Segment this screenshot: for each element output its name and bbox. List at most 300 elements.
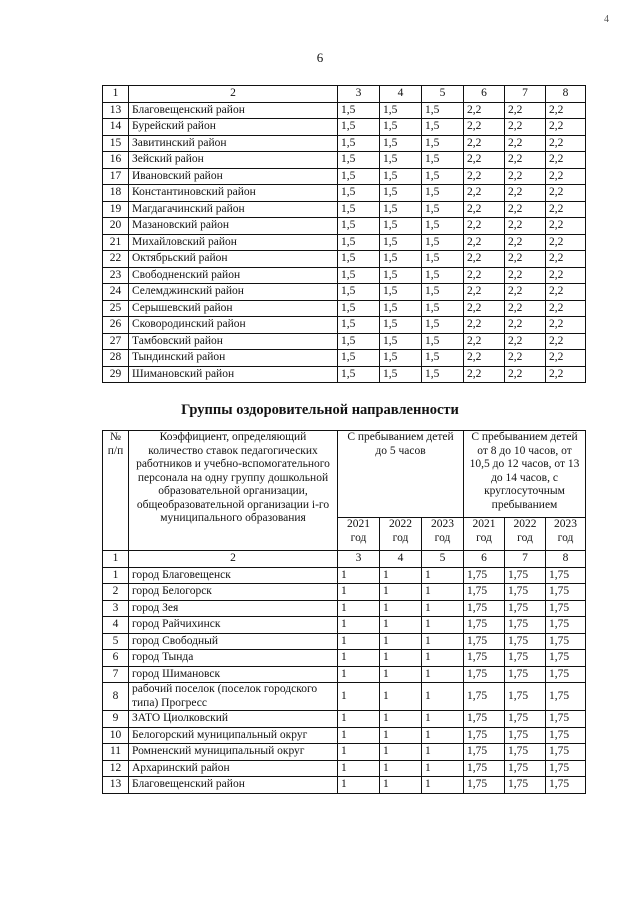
coefficient-cell: 2,2 — [464, 317, 505, 334]
coefficient-cell: 1,75 — [464, 666, 505, 683]
row-number-cell: 28 — [103, 350, 129, 367]
coefficient-cell: 2,2 — [464, 251, 505, 268]
municipality-name-cell: рабочий поселок (поселок городского типа) Прогресс — [129, 683, 338, 711]
coefficient-cell: 1,75 — [464, 760, 505, 777]
coefficient-cell: 1,5 — [422, 234, 464, 251]
coefficient-cell: 1,75 — [546, 711, 586, 728]
coefficient-cell: 1,5 — [380, 185, 422, 202]
table-header-cell: 6 — [464, 86, 505, 103]
coefficient-cell: 1,5 — [380, 267, 422, 284]
coefficient-cell: 2,2 — [505, 251, 546, 268]
coefficient-cell: 2,2 — [464, 284, 505, 301]
coefficient-cell: 1,5 — [338, 201, 380, 218]
municipality-name-cell: город Шимановск — [129, 666, 338, 683]
row-number-cell: 7 — [103, 666, 129, 683]
coefficient-cell: 1,75 — [505, 666, 546, 683]
row-number-cell: 6 — [103, 650, 129, 667]
coefficient-cell: 1 — [422, 666, 464, 683]
coefficient-cell: 2,2 — [546, 218, 586, 235]
row-number-cell: 10 — [103, 727, 129, 744]
coefficient-cell: 1 — [338, 777, 380, 794]
coefficient-cell: 1,5 — [380, 333, 422, 350]
coefficient-cell: 1,5 — [338, 102, 380, 119]
row-number-cell: 27 — [103, 333, 129, 350]
coefficient-cell: 1,75 — [505, 600, 546, 617]
coefficient-cell: 2,2 — [505, 102, 546, 119]
coefficient-cell: 2,2 — [464, 185, 505, 202]
table-row — [103, 333, 586, 350]
coefficient-cell: 2,2 — [464, 366, 505, 383]
coefficient-cell: 2,2 — [546, 135, 586, 152]
row-number-cell: 21 — [103, 234, 129, 251]
coefficient-cell: 2,2 — [505, 234, 546, 251]
coefficient-cell: 1,5 — [422, 218, 464, 235]
coefficient-cell: 2,2 — [505, 119, 546, 136]
table-row — [103, 760, 586, 777]
coefficient-cell: 1,75 — [546, 633, 586, 650]
row-number-cell: 29 — [103, 366, 129, 383]
table-row — [103, 633, 586, 650]
coefficient-cell: 2,2 — [546, 350, 586, 367]
coefficient-cell: 1,5 — [338, 300, 380, 317]
coefficient-cell: 1,75 — [546, 584, 586, 601]
coefficient-cell: 1,75 — [464, 633, 505, 650]
coefficient-cell: 1,75 — [464, 777, 505, 794]
table-row — [103, 666, 586, 683]
table-row — [103, 711, 586, 728]
coefficient-cell: 2,2 — [464, 102, 505, 119]
table-row — [103, 185, 586, 202]
municipality-name-cell: ЗАТО Циолковский — [129, 711, 338, 728]
coefficient-cell: 2,2 — [546, 366, 586, 383]
municipality-name-cell: Благовещенский район — [129, 102, 338, 119]
coefficient-cell: 1,5 — [380, 366, 422, 383]
coefficient-cell: 1 — [380, 633, 422, 650]
row-number-cell: 1 — [103, 567, 129, 584]
coefficient-cell: 1,75 — [464, 711, 505, 728]
table-row — [103, 152, 586, 169]
coefficient-cell: 1 — [422, 584, 464, 601]
coefficient-cell: 1,75 — [464, 567, 505, 584]
municipality-name-cell: Завитинский район — [129, 135, 338, 152]
coefficient-cell: 2,2 — [505, 152, 546, 169]
coefficient-cell: 1,5 — [422, 185, 464, 202]
municipality-name-cell: Шимановский район — [129, 366, 338, 383]
coefficient-cell: 1,5 — [338, 218, 380, 235]
municipality-name-cell: Свободненский район — [129, 267, 338, 284]
table-header-cell: 4 — [380, 86, 422, 103]
coefficient-cell: 2,2 — [505, 333, 546, 350]
coefficient-cell: 1 — [338, 760, 380, 777]
coefficient-cell: 1,75 — [505, 567, 546, 584]
group-8-24h-header: С пребыванием детей от 8 до 10 часов, от 10,5 до 12 часов, от 13 до 14 часов, с круглосуточным пребыванием — [464, 431, 586, 518]
coefficient-cell: 2,2 — [505, 350, 546, 367]
coefficient-cell: 1,5 — [422, 152, 464, 169]
table-row — [103, 284, 586, 301]
municipality-name-cell: Серышевский район — [129, 300, 338, 317]
table-districts-coefficients — [102, 85, 586, 383]
coefficient-cell: 2,2 — [464, 119, 505, 136]
coefficient-cell: 1,5 — [380, 251, 422, 268]
coefficient-cell: 2,2 — [464, 152, 505, 169]
municipality-name-cell: Октябрьский район — [129, 251, 338, 268]
coefficient-cell: 1 — [422, 617, 464, 634]
table-row — [103, 218, 586, 235]
coefficient-cell: 1 — [338, 617, 380, 634]
table-row — [103, 650, 586, 667]
coefficient-cell: 1 — [338, 584, 380, 601]
group-5h-header: С пребыванием детей до 5 часов — [338, 431, 464, 518]
coefficient-cell: 1,75 — [464, 650, 505, 667]
table-row — [103, 683, 586, 711]
municipality-name-cell: Сковородинский район — [129, 317, 338, 334]
coefficient-cell: 1,5 — [338, 267, 380, 284]
coefficient-cell: 2,2 — [505, 317, 546, 334]
coefficient-cell: 2,2 — [546, 267, 586, 284]
table-header-cell: 8 — [546, 551, 586, 568]
row-number-cell: 16 — [103, 152, 129, 169]
coefficient-cell: 1,75 — [464, 600, 505, 617]
coefficient-cell: 2,2 — [546, 102, 586, 119]
row-number-cell: 19 — [103, 201, 129, 218]
coefficient-cell: 1,75 — [505, 711, 546, 728]
table-header-cell: 5 — [422, 86, 464, 103]
coefficient-cell: 1,5 — [422, 300, 464, 317]
coefficient-cell: 2,2 — [505, 185, 546, 202]
municipality-name-cell: Селемджинский район — [129, 284, 338, 301]
coefficient-cell: 1 — [380, 600, 422, 617]
coefficient-cell: 1,75 — [464, 683, 505, 711]
coefficient-cell: 1,5 — [338, 152, 380, 169]
table1-header-row — [103, 86, 586, 103]
coefficient-cell: 1 — [422, 650, 464, 667]
coefficient-cell: 1,5 — [422, 366, 464, 383]
col-number-header: № п/п — [103, 431, 129, 551]
coefficient-cell: 2,2 — [464, 300, 505, 317]
municipality-name-cell: Константиновский район — [129, 185, 338, 202]
table-row — [103, 567, 586, 584]
coefficient-cell: 2,2 — [464, 168, 505, 185]
page-number: 6 — [316, 50, 324, 65]
coefficient-cell: 2,2 — [505, 168, 546, 185]
coefficient-cell: 1 — [338, 633, 380, 650]
coefficient-cell: 1 — [380, 760, 422, 777]
coefficient-cell: 1,5 — [422, 135, 464, 152]
coefficient-cell: 1,5 — [380, 284, 422, 301]
coefficient-cell: 1 — [380, 711, 422, 728]
coefficient-cell: 2,2 — [505, 366, 546, 383]
table-row — [103, 317, 586, 334]
coefficient-cell: 2,2 — [546, 201, 586, 218]
year-header: 2023 год — [546, 518, 586, 551]
table-row — [103, 300, 586, 317]
table-header-cell: 6 — [464, 551, 505, 568]
row-number-cell: 15 — [103, 135, 129, 152]
coefficient-cell: 1 — [380, 666, 422, 683]
municipality-name-cell: город Свободный — [129, 633, 338, 650]
coefficient-cell: 2,2 — [546, 119, 586, 136]
coefficient-cell: 2,2 — [464, 135, 505, 152]
coefficient-cell: 1,5 — [380, 201, 422, 218]
coefficient-cell: 1,5 — [338, 333, 380, 350]
coefficient-cell: 1 — [338, 711, 380, 728]
coefficient-cell: 1,5 — [422, 168, 464, 185]
coefficient-cell: 2,2 — [546, 152, 586, 169]
row-number-cell: 18 — [103, 185, 129, 202]
municipality-name-cell: Благовещенский район — [129, 777, 338, 794]
coefficient-cell: 1,5 — [380, 152, 422, 169]
coefficient-cell: 1 — [338, 727, 380, 744]
coefficient-cell: 2,2 — [464, 234, 505, 251]
row-number-cell: 13 — [103, 777, 129, 794]
coefficient-cell: 1 — [380, 584, 422, 601]
coefficient-cell: 1,5 — [380, 102, 422, 119]
row-number-cell: 2 — [103, 584, 129, 601]
coefficient-cell: 1 — [338, 600, 380, 617]
coefficient-cell: 2,2 — [464, 218, 505, 235]
coefficient-cell: 2,2 — [505, 284, 546, 301]
table-row — [103, 744, 586, 761]
table-row — [103, 251, 586, 268]
coefficient-cell: 2,2 — [546, 251, 586, 268]
coefficient-cell: 1,75 — [546, 777, 586, 794]
coefficient-cell: 1 — [422, 633, 464, 650]
coefficient-cell: 1,75 — [505, 617, 546, 634]
table-header-cell: 5 — [422, 551, 464, 568]
coefficient-cell: 1 — [422, 567, 464, 584]
coefficient-cell: 1,5 — [380, 300, 422, 317]
coefficient-cell: 1,75 — [505, 727, 546, 744]
coefficient-cell: 1,5 — [380, 218, 422, 235]
municipality-name-cell: Михайловский район — [129, 234, 338, 251]
coefficient-cell: 1,75 — [464, 727, 505, 744]
row-number-cell: 3 — [103, 600, 129, 617]
coefficient-cell: 1 — [380, 777, 422, 794]
col-coefficient-header: Коэффициент, определяющий количество ставок педагогических работников и учебно-вспомогательного персонала на одну группу дошкольной образовательной организации, общеобразовательной организации i-го муниципального образования — [129, 431, 338, 551]
row-number-cell: 20 — [103, 218, 129, 235]
municipality-name-cell: Архаринский район — [129, 760, 338, 777]
coefficient-cell: 2,2 — [464, 333, 505, 350]
coefficient-cell: 1,5 — [338, 251, 380, 268]
coefficient-cell: 1,5 — [422, 317, 464, 334]
table-row — [103, 267, 586, 284]
table-row — [103, 234, 586, 251]
coefficient-cell: 1,5 — [380, 350, 422, 367]
row-number-cell: 17 — [103, 168, 129, 185]
municipality-name-cell: город Белогорск — [129, 584, 338, 601]
table-row — [103, 777, 586, 794]
coefficient-cell: 1,5 — [338, 317, 380, 334]
row-number-cell: 22 — [103, 251, 129, 268]
coefficient-cell: 1,5 — [380, 135, 422, 152]
coefficient-cell: 1,5 — [338, 168, 380, 185]
coefficient-cell: 1 — [422, 683, 464, 711]
section-title: Группы оздоровительной направленности — [181, 402, 459, 418]
row-number-cell: 11 — [103, 744, 129, 761]
corner-mark: 4 — [604, 14, 609, 25]
municipality-name-cell: Ивановский район — [129, 168, 338, 185]
coefficient-cell: 1,5 — [338, 119, 380, 136]
coefficient-cell: 1,75 — [546, 744, 586, 761]
year-header: 2022 год — [380, 518, 422, 551]
row-number-cell: 25 — [103, 300, 129, 317]
municipality-name-cell: город Тында — [129, 650, 338, 667]
coefficient-cell: 2,2 — [505, 135, 546, 152]
coefficient-cell: 1,75 — [505, 650, 546, 667]
coefficient-cell: 2,2 — [546, 168, 586, 185]
coefficient-cell: 1,5 — [338, 284, 380, 301]
table-row — [103, 135, 586, 152]
coefficient-cell: 2,2 — [546, 234, 586, 251]
coefficient-cell: 1,75 — [546, 666, 586, 683]
table-header-cell: 3 — [338, 551, 380, 568]
coefficient-cell: 2,2 — [546, 333, 586, 350]
coefficient-cell: 1,75 — [505, 760, 546, 777]
coefficient-cell: 1,75 — [464, 744, 505, 761]
municipality-name-cell: Магдагачинский район — [129, 201, 338, 218]
coefficient-cell: 2,2 — [546, 317, 586, 334]
table2-number-row — [103, 551, 586, 568]
row-number-cell: 12 — [103, 760, 129, 777]
table-header-cell: 3 — [338, 86, 380, 103]
municipality-name-cell: Мазановский район — [129, 218, 338, 235]
coefficient-cell: 2,2 — [505, 201, 546, 218]
table-row — [103, 102, 586, 119]
table-row — [103, 201, 586, 218]
row-number-cell: 26 — [103, 317, 129, 334]
coefficient-cell: 1,5 — [422, 251, 464, 268]
coefficient-cell: 1,5 — [422, 102, 464, 119]
coefficient-cell: 1,5 — [422, 333, 464, 350]
table-row — [103, 584, 586, 601]
coefficient-cell: 1,5 — [380, 317, 422, 334]
municipality-name-cell: Белогорский муниципальный округ — [129, 727, 338, 744]
coefficient-cell: 1,75 — [505, 744, 546, 761]
coefficient-cell: 1,75 — [546, 650, 586, 667]
table-health-groups — [102, 430, 586, 794]
row-number-cell: 24 — [103, 284, 129, 301]
coefficient-cell: 1,5 — [422, 201, 464, 218]
year-header: 2021 год — [338, 518, 380, 551]
municipality-name-cell: город Райчихинск — [129, 617, 338, 634]
coefficient-cell: 1,75 — [546, 567, 586, 584]
table-header-cell: 1 — [103, 86, 129, 103]
table-row — [103, 366, 586, 383]
coefficient-cell: 1 — [338, 650, 380, 667]
coefficient-cell: 1 — [422, 760, 464, 777]
row-number-cell: 23 — [103, 267, 129, 284]
row-number-cell: 8 — [103, 683, 129, 711]
table-row — [103, 350, 586, 367]
row-number-cell: 4 — [103, 617, 129, 634]
year-header: 2023 год — [422, 518, 464, 551]
coefficient-cell: 1 — [380, 683, 422, 711]
table-header-cell: 2 — [129, 551, 338, 568]
coefficient-cell: 1,75 — [546, 600, 586, 617]
coefficient-cell: 1 — [338, 666, 380, 683]
row-number-cell: 14 — [103, 119, 129, 136]
coefficient-cell: 2,2 — [505, 300, 546, 317]
coefficient-cell: 2,2 — [464, 350, 505, 367]
coefficient-cell: 1 — [338, 744, 380, 761]
coefficient-cell: 1,75 — [505, 633, 546, 650]
table-row — [103, 168, 586, 185]
coefficient-cell: 2,2 — [546, 185, 586, 202]
coefficient-cell: 2,2 — [464, 267, 505, 284]
coefficient-cell: 1,75 — [505, 584, 546, 601]
coefficient-cell: 1,5 — [422, 119, 464, 136]
coefficient-cell: 1,5 — [338, 234, 380, 251]
coefficient-cell: 1,5 — [380, 234, 422, 251]
coefficient-cell: 1,5 — [422, 267, 464, 284]
municipality-name-cell: Тындинский район — [129, 350, 338, 367]
coefficient-cell: 1 — [338, 683, 380, 711]
municipality-name-cell: Тамбовский район — [129, 333, 338, 350]
coefficient-cell: 1,5 — [422, 350, 464, 367]
year-header: 2021 год — [464, 518, 505, 551]
coefficient-cell: 1 — [422, 600, 464, 617]
coefficient-cell: 1 — [422, 777, 464, 794]
coefficient-cell: 1,75 — [546, 727, 586, 744]
coefficient-cell: 1,5 — [338, 135, 380, 152]
row-number-cell: 13 — [103, 102, 129, 119]
table-header-cell: 2 — [129, 86, 338, 103]
coefficient-cell: 1 — [380, 744, 422, 761]
municipality-name-cell: Зейский район — [129, 152, 338, 169]
municipality-name-cell: город Благовещенск — [129, 567, 338, 584]
municipality-name-cell: город Зея — [129, 600, 338, 617]
coefficient-cell: 1 — [422, 744, 464, 761]
coefficient-cell: 1,75 — [546, 683, 586, 711]
coefficient-cell: 1,75 — [505, 777, 546, 794]
coefficient-cell: 1 — [380, 617, 422, 634]
table-row — [103, 727, 586, 744]
coefficient-cell: 2,2 — [546, 284, 586, 301]
table-header-cell: 7 — [505, 551, 546, 568]
table2-header-row — [103, 431, 586, 518]
coefficient-cell: 1,5 — [422, 284, 464, 301]
coefficient-cell: 2,2 — [505, 267, 546, 284]
coefficient-cell: 1 — [338, 567, 380, 584]
coefficient-cell: 2,2 — [546, 300, 586, 317]
table-header-cell: 7 — [505, 86, 546, 103]
coefficient-cell: 1 — [380, 650, 422, 667]
coefficient-cell: 1,75 — [464, 584, 505, 601]
coefficient-cell: 1,75 — [546, 617, 586, 634]
coefficient-cell: 1,5 — [338, 366, 380, 383]
table-row — [103, 119, 586, 136]
coefficient-cell: 1,5 — [338, 185, 380, 202]
coefficient-cell: 1,75 — [464, 617, 505, 634]
coefficient-cell: 1,75 — [505, 683, 546, 711]
coefficient-cell: 1 — [422, 727, 464, 744]
coefficient-cell: 1,5 — [338, 350, 380, 367]
table-header-cell: 8 — [546, 86, 586, 103]
year-header: 2022 год — [505, 518, 546, 551]
row-number-cell: 9 — [103, 711, 129, 728]
table-row — [103, 600, 586, 617]
coefficient-cell: 1,75 — [546, 760, 586, 777]
municipality-name-cell: Ромненский муниципальный округ — [129, 744, 338, 761]
coefficient-cell: 2,2 — [505, 218, 546, 235]
coefficient-cell: 1 — [380, 727, 422, 744]
coefficient-cell: 1 — [380, 567, 422, 584]
row-number-cell: 5 — [103, 633, 129, 650]
municipality-name-cell: Бурейский район — [129, 119, 338, 136]
table-row — [103, 617, 586, 634]
coefficient-cell: 1,5 — [380, 119, 422, 136]
table-header-cell: 4 — [380, 551, 422, 568]
